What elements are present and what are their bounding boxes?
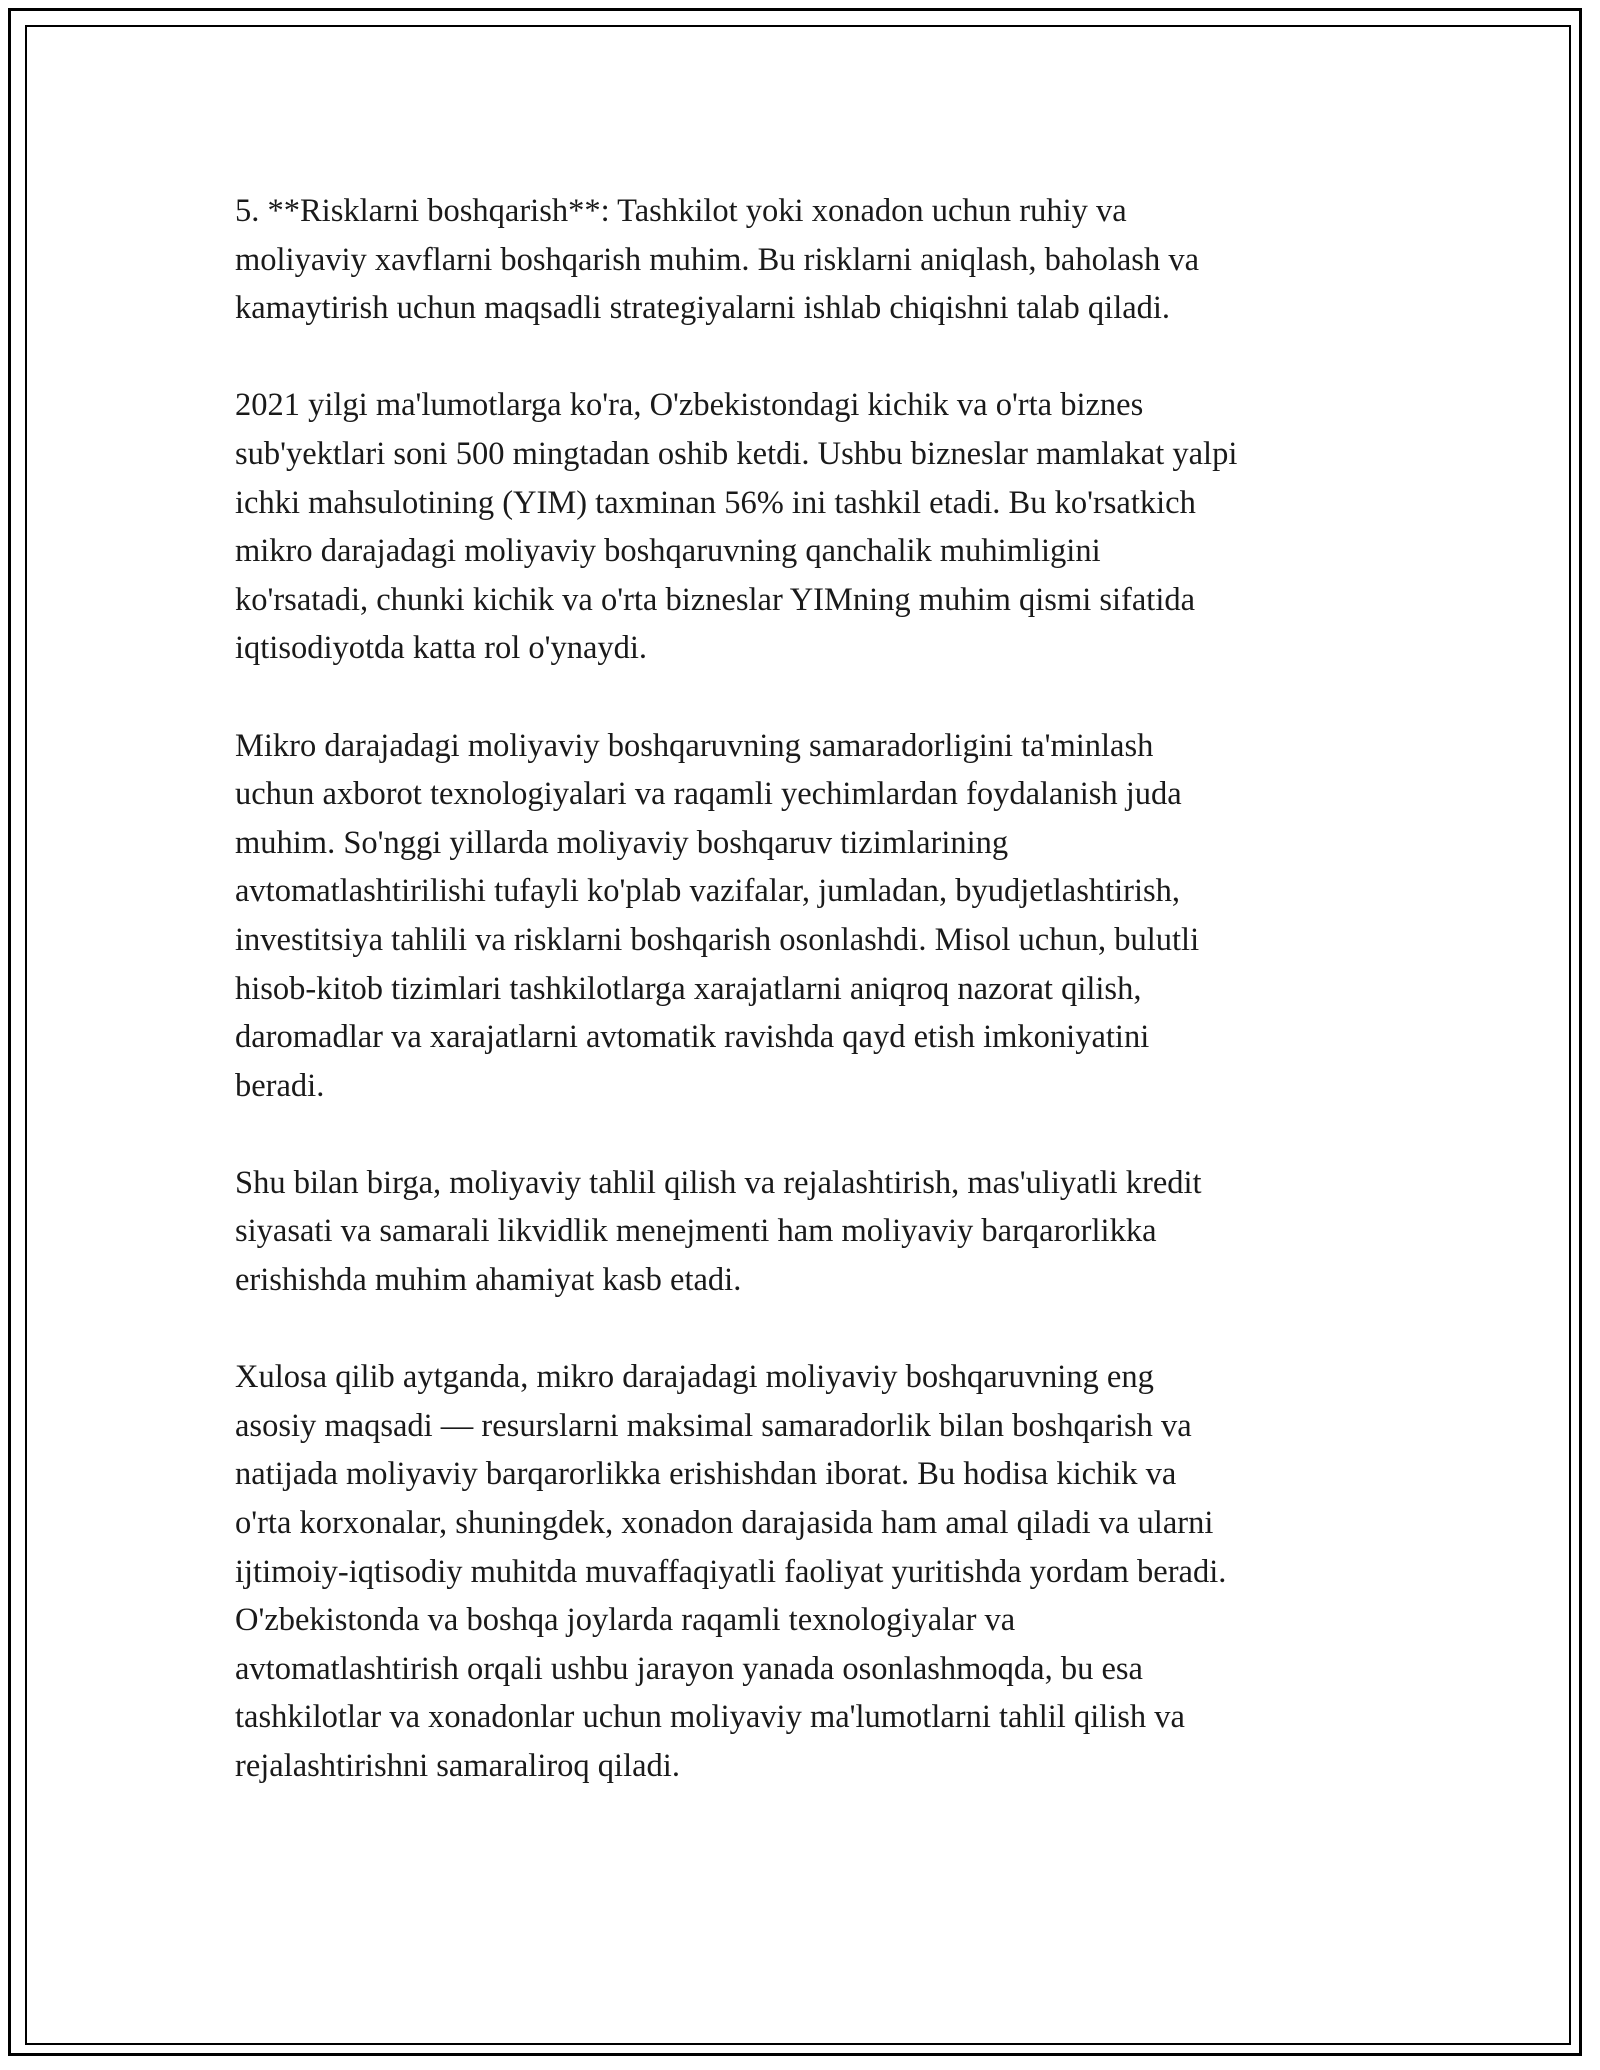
document-body [235, 187, 1380, 1791]
paragraph-conclusion: Xulosa qilib aytganda, mikro darajadagi moliyaviy boshqaruvning eng asosiy maqsadi — resurslarni maksimal samaradorlik bilan boshqarish va natijada moliyaviy barqarorlikka erishishdan iborat. Bu hodisa kichik va o'rta korxonalar, shuningdek, xonadon darajasida ham amal qiladi va ularni ijtimoiy-iqtisodiy muhitda muvaffaqiyatli faoliyat yuritishda yordam beradi. O'zbekistonda va boshqa joylarda raqamli texnologiyalar va avtomatlashtirish orqali ushbu jarayon yanada osonlashmoqda, bu esa tashkilotlar va xonadonlar uchun moliyaviy ma'lumotlarni tahlil qilish va rejalashtirishni samaraliroq qiladi. [235, 1359, 1227, 1784]
paragraph-financial-analysis: Shu bilan birga, moliyaviy tahlil qilish va rejalashtirish, mas'uliyatli kredit siyasati va samarali likvidlik menejmenti ham moliyaviy barqarorlikka erishishda muhim ahamiyat kasb etadi. [235, 1164, 1202, 1299]
paragraph-risk-management: 5. **Risklarni boshqarish**: Tashkilot yoki xonadon uchun ruhiy va moliyaviy xavflarni boshqarish muhim. Bu risklarni aniqlash, baholash va kamaytirish uchun maqsadli strategiyalarni ishlab chiqishni talab qiladi. [235, 193, 1200, 327]
paragraph-2021-statistics: 2021 yilgi ma'lumotlarga ko'ra, O'zbekistondagi kichik va o'rta biznes sub'yektlari soni 500 mingtadan oshib ketdi. Ushbu bizneslar mamlakat yalpi ichki mahsulotining (YIM) taxminan 56% ini tashkil etadi. Bu ko'rsatkich mikro darajadagi moliyaviy boshqaruvning qanchalik muhimligini ko'rsatadi, chunki kichik va o'rta bizneslar YIMning muhim qismi sifatida iqtisodiyotda katta rol o'ynaydi. [235, 387, 1238, 667]
paragraph-digital-solutions: Mikro darajadagi moliyaviy boshqaruvning samaradorligini ta'minlash uchun axborot texnologiyalari va raqamli yechimlardan foydalanish juda muhim. So'nggi yillarda moliyaviy boshqaruv tizimlarining avtomatlashtirilishi tufayli ko'plab vazifalar, jumladan, byudjetlashtirish, investitsiya tahlili va risklarni boshqarish osonlashdi. Misol uchun, bulutli hisob-kitob tizimlari tashkilotlarga xarajatlarni aniqroq nazorat qilish, daromadlar va xarajatlarni avtomatik ravishda qayd etish imkoniyatini beradi. [235, 727, 1200, 1104]
